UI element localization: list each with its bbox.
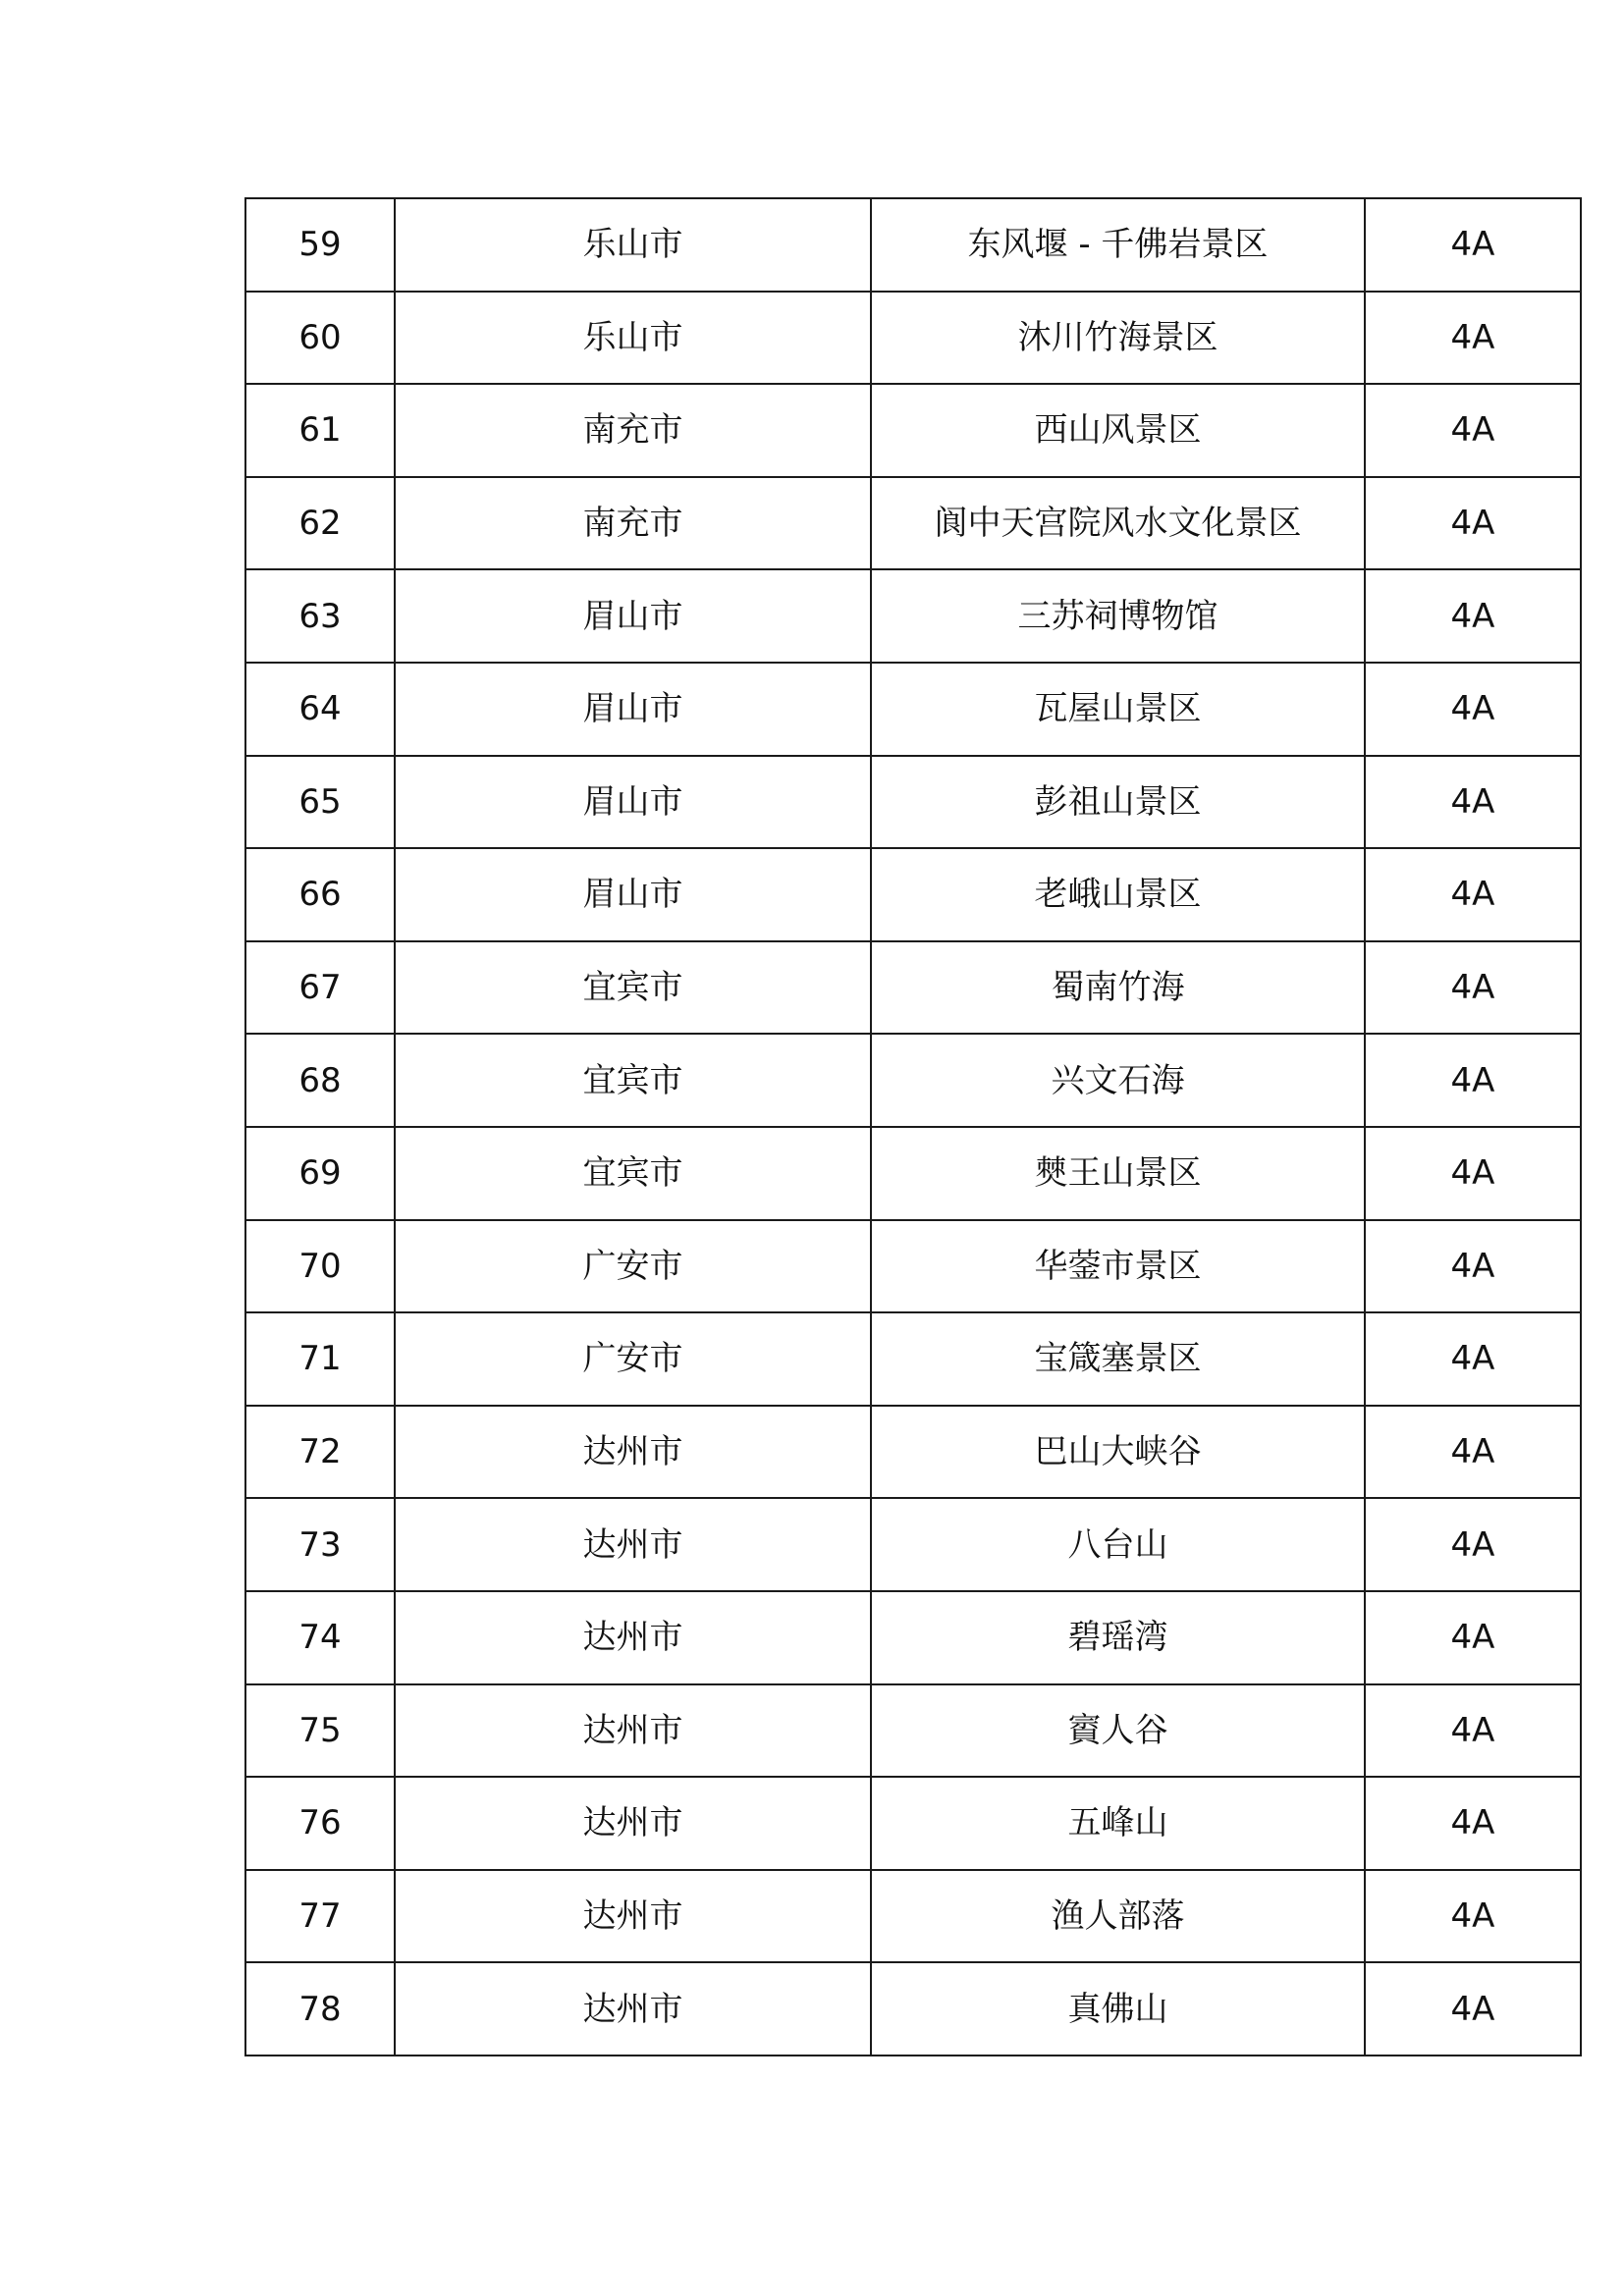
scenic-spot-name-cell: 西山风景区: [871, 384, 1365, 477]
rating-level-cell: 4A: [1365, 1406, 1581, 1499]
rating-level-cell: 4A: [1365, 384, 1581, 477]
city-cell: 达州市: [395, 1870, 871, 1963]
rating-level-cell: 4A: [1365, 1591, 1581, 1684]
row-number-cell: 71: [245, 1312, 395, 1406]
scenic-spot-name-cell: 阆中天宫院风水文化景区: [871, 477, 1365, 570]
table-row: [245, 1870, 1581, 1963]
city-cell: 广安市: [395, 1312, 871, 1406]
rating-level-cell: 4A: [1365, 663, 1581, 756]
city-cell: 宜宾市: [395, 941, 871, 1035]
city-cell: 乐山市: [395, 292, 871, 385]
row-number-cell: 75: [245, 1684, 395, 1778]
city-cell: 达州市: [395, 1777, 871, 1870]
row-number-cell: 68: [245, 1034, 395, 1127]
row-number-cell: 60: [245, 292, 395, 385]
rating-level-cell: 4A: [1365, 941, 1581, 1035]
table-row: [245, 1220, 1581, 1313]
row-number-cell: 78: [245, 1962, 395, 2056]
row-number-cell: 64: [245, 663, 395, 756]
table-row: [245, 198, 1581, 292]
row-number-cell: 74: [245, 1591, 395, 1684]
table-row: [245, 569, 1581, 663]
rating-level-cell: 4A: [1365, 1684, 1581, 1778]
city-cell: 乐山市: [395, 198, 871, 292]
rating-level-cell: 4A: [1365, 1777, 1581, 1870]
rating-level-cell: 4A: [1365, 1498, 1581, 1591]
scenic-spot-name-cell: 渔人部落: [871, 1870, 1365, 1963]
table-row: [245, 292, 1581, 385]
table-row: [245, 1312, 1581, 1406]
rating-level-cell: 4A: [1365, 569, 1581, 663]
scenic-spot-name-cell: 僰王山景区: [871, 1127, 1365, 1220]
rating-level-cell: 4A: [1365, 1220, 1581, 1313]
scenic-spot-name-cell: 宝箴塞景区: [871, 1312, 1365, 1406]
table-row: [245, 1591, 1581, 1684]
city-cell: 达州市: [395, 1498, 871, 1591]
city-cell: 眉山市: [395, 756, 871, 849]
scenic-spot-name-cell: 兴文石海: [871, 1034, 1365, 1127]
row-number-cell: 70: [245, 1220, 395, 1313]
row-number-cell: 69: [245, 1127, 395, 1220]
scenic-spot-name-cell: 碧瑶湾: [871, 1591, 1365, 1684]
city-cell: 宜宾市: [395, 1034, 871, 1127]
table-row: [245, 477, 1581, 570]
row-number-cell: 62: [245, 477, 395, 570]
table-row: [245, 1127, 1581, 1220]
table-row: [245, 1684, 1581, 1778]
table-row: [245, 1498, 1581, 1591]
city-cell: 达州市: [395, 1406, 871, 1499]
row-number-cell: 63: [245, 569, 395, 663]
city-cell: 达州市: [395, 1962, 871, 2056]
city-cell: 达州市: [395, 1591, 871, 1684]
row-number-cell: 67: [245, 941, 395, 1035]
rating-level-cell: 4A: [1365, 1312, 1581, 1406]
rating-level-cell: 4A: [1365, 292, 1581, 385]
row-number-cell: 73: [245, 1498, 395, 1591]
row-number-cell: 61: [245, 384, 395, 477]
row-number-cell: 59: [245, 198, 395, 292]
row-number-cell: 65: [245, 756, 395, 849]
scenic-spot-name-cell: 三苏祠博物馆: [871, 569, 1365, 663]
scenic-spot-name-cell: 巴山大峡谷: [871, 1406, 1365, 1499]
rating-level-cell: 4A: [1365, 1962, 1581, 2056]
table-row: [245, 1962, 1581, 2056]
city-cell: 眉山市: [395, 848, 871, 941]
table-row: [245, 1777, 1581, 1870]
table-row: [245, 941, 1581, 1035]
table-row: [245, 1034, 1581, 1127]
rating-level-cell: 4A: [1365, 1870, 1581, 1963]
table-row: [245, 1406, 1581, 1499]
scenic-spot-name-cell: 沐川竹海景区: [871, 292, 1365, 385]
row-number-cell: 76: [245, 1777, 395, 1870]
scenic-spot-name-cell: 东风堰 - 千佛岩景区: [871, 198, 1365, 292]
rating-level-cell: 4A: [1365, 756, 1581, 849]
row-number-cell: 72: [245, 1406, 395, 1499]
rating-level-cell: 4A: [1365, 848, 1581, 941]
city-cell: 眉山市: [395, 663, 871, 756]
table-row: [245, 848, 1581, 941]
rating-level-cell: 4A: [1365, 477, 1581, 570]
scenic-spot-name-cell: 蜀南竹海: [871, 941, 1365, 1035]
row-number-cell: 77: [245, 1870, 395, 1963]
scenic-spot-name-cell: 賨人谷: [871, 1684, 1365, 1778]
scenic-spot-name-cell: 八台山: [871, 1498, 1365, 1591]
city-cell: 广安市: [395, 1220, 871, 1313]
scenic-spot-name-cell: 华蓥市景区: [871, 1220, 1365, 1313]
scenic-spot-name-cell: 瓦屋山景区: [871, 663, 1365, 756]
scenic-spot-table: [244, 197, 1582, 2056]
scenic-spot-name-cell: 彭祖山景区: [871, 756, 1365, 849]
rating-level-cell: 4A: [1365, 1034, 1581, 1127]
table-body: [245, 198, 1581, 2056]
table-row: [245, 663, 1581, 756]
city-cell: 宜宾市: [395, 1127, 871, 1220]
city-cell: 南充市: [395, 384, 871, 477]
city-cell: 南充市: [395, 477, 871, 570]
scenic-spot-name-cell: 真佛山: [871, 1962, 1365, 2056]
city-cell: 眉山市: [395, 569, 871, 663]
rating-level-cell: 4A: [1365, 1127, 1581, 1220]
rating-level-cell: 4A: [1365, 198, 1581, 292]
city-cell: 达州市: [395, 1684, 871, 1778]
scenic-spot-name-cell: 五峰山: [871, 1777, 1365, 1870]
row-number-cell: 66: [245, 848, 395, 941]
table-row: [245, 384, 1581, 477]
table-row: [245, 756, 1581, 849]
scenic-spot-name-cell: 老峨山景区: [871, 848, 1365, 941]
